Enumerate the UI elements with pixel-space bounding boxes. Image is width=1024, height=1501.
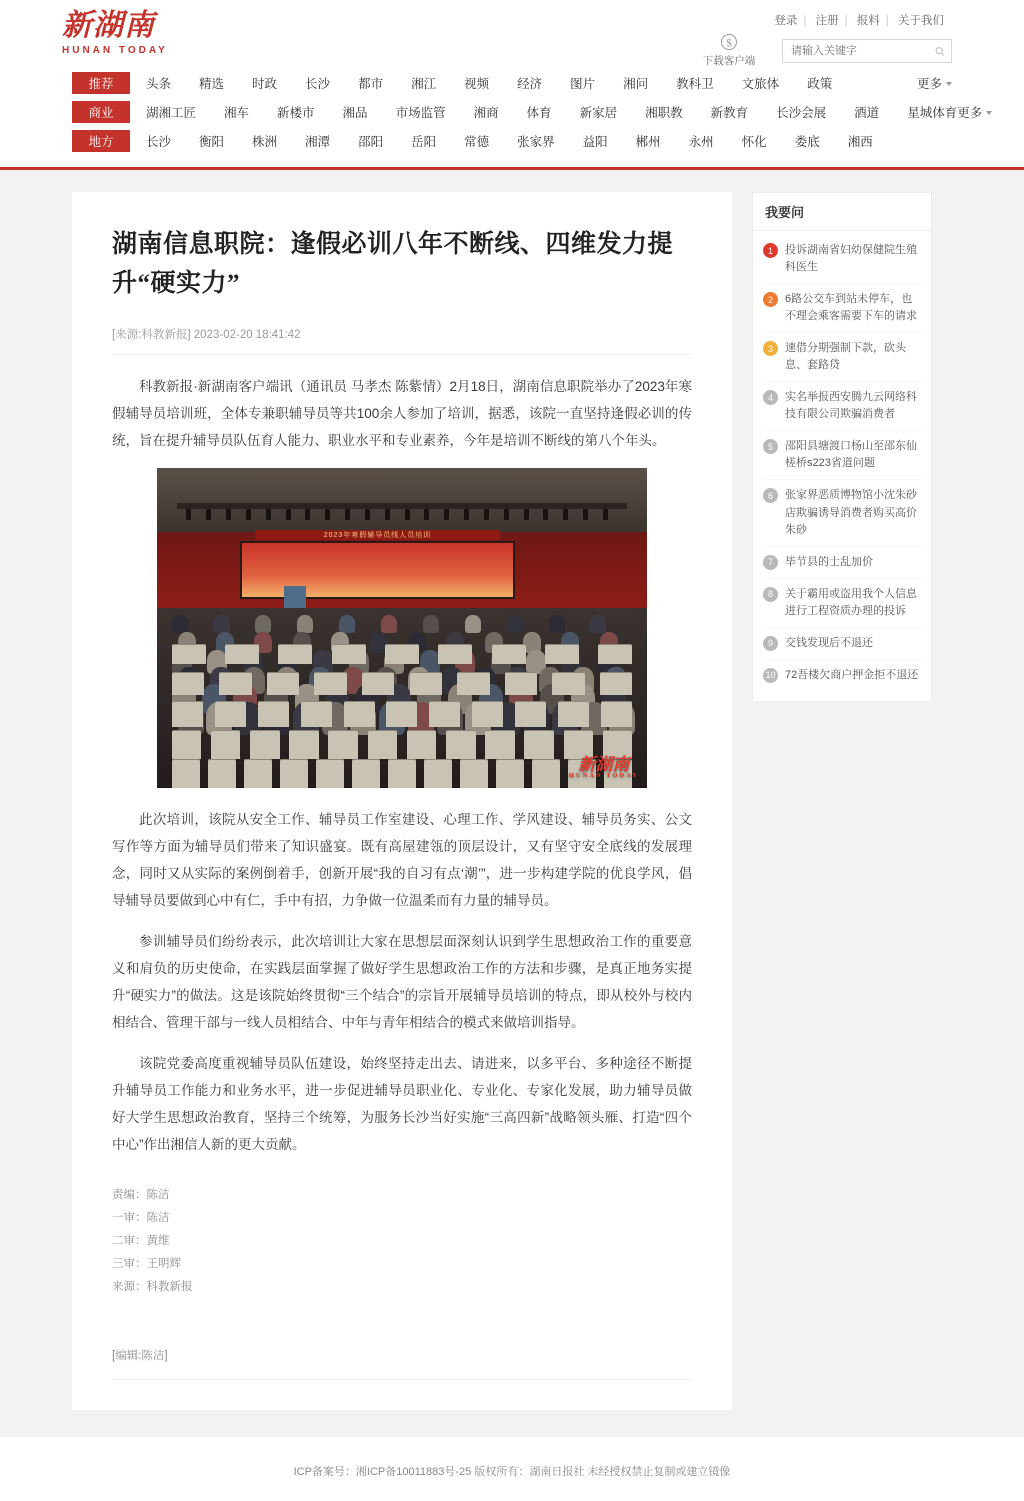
rank-badge: 3 <box>763 341 778 356</box>
nav-item-xinloushi[interactable]: 新楼市 <box>277 106 315 120</box>
nav-local-changsha[interactable]: 长沙 <box>146 135 172 149</box>
nav-item-xingchengtiyu[interactable]: 星城体育 <box>907 106 958 120</box>
nav-tag-business[interactable]: 商业 <box>72 101 130 123</box>
article-paragraph-2: 此次培训，该院从安全工作、辅导员工作室建设、心理工作、学风建设、辅导员务实、公文写作等方面为辅导员们带来了知识盛宴。既有高屋建瓴的顶层设计，又有坚守安全底线的发展理念，同时又从实际的案例倒着手，创新开展“我的自习有点‘潮’”，进一步构建学院的优良学风，倡导辅导员要做到心中有仁，手中有招，力争做一位温柔而有力量的辅导员。 <box>112 811 692 908</box>
list-item[interactable] <box>763 431 921 480</box>
app-circle-icon: ＄ <box>721 34 737 50</box>
nav-item-xinjiaju[interactable]: 新家居 <box>579 106 618 120</box>
search-icon[interactable] <box>935 45 945 58</box>
logo-text-en: HUNAN TODAY <box>62 44 168 56</box>
ask-card-title: 我要问 <box>753 193 931 231</box>
article-container <box>72 192 732 1410</box>
signoff-line-5: 来源：科教新报 <box>112 1280 193 1293</box>
site-footer: ICP备案号：湘ICP备10011883号-25 版权所有：湖南日报社 未经授权禁止复制或建立镜像 <box>0 1436 1024 1501</box>
list-item[interactable] <box>763 660 921 691</box>
auditorium-photo <box>157 468 647 788</box>
link-login[interactable]: 登录 <box>774 15 798 27</box>
nav-item-tiyu[interactable]: 体育 <box>526 106 552 120</box>
signoff-line-1: 责编：陈洁 <box>112 1188 170 1201</box>
nav-local-shaoyang[interactable]: 邵阳 <box>358 135 384 149</box>
link-about-us[interactable]: 关于我们 <box>898 15 944 27</box>
list-item[interactable] <box>763 333 921 382</box>
ask-card <box>752 192 932 702</box>
article-figure <box>112 468 692 788</box>
chevron-down-icon <box>986 111 992 115</box>
list-item-label: 实名举报西安腾九云网络科技有限公司欺骗消费者 <box>785 391 917 421</box>
nav-local-hengyang[interactable]: 衡阳 <box>199 135 225 149</box>
article-signoff <box>112 1184 692 1299</box>
link-register[interactable]: 注册 <box>815 15 839 27</box>
photo-watermark-cn: 新湖南 <box>578 755 630 774</box>
rank-badge: 6 <box>763 488 778 503</box>
list-item-label: 邵阳县塘渡口杨山至邵东仙槎桥s223省道问题 <box>785 440 917 470</box>
nav-item-zhengce[interactable]: 政策 <box>807 77 833 91</box>
nav-local-loudi[interactable]: 娄底 <box>794 135 820 149</box>
list-item-label: 张家界恶质博物馆小沈朱砂店欺骗诱导消费者购买高价朱砂 <box>785 489 917 536</box>
search-box[interactable] <box>782 39 952 63</box>
nav-item-tupian[interactable]: 图片 <box>570 77 596 91</box>
top-links: 登录 | 注册 | 报料 | 关于我们 <box>774 15 944 27</box>
article-paragraph-3: 参训辅导员们纷纷表示，此次培训让大家在思想层面深刻认识到学生思想政治工作的重要意义和肩负的历史使命，在实践层面掌握了做好学生思想政治工作的方法和步骤，是真正地务实提升“硬实力”的做法。这是该院始终贯彻“三个结合”的宗旨开展辅导员培训的特点，即从校外与校内相结合、管理干部与一线人员相结合、中年与青年相结合的模式来做培训指导。 <box>112 933 692 1030</box>
nav-item-jingxuan[interactable]: 精选 <box>199 77 225 91</box>
rank-badge: 2 <box>763 292 778 307</box>
nav-item-xinjiaoyu[interactable]: 新教育 <box>710 106 749 120</box>
search-input[interactable] <box>789 44 935 58</box>
nav-more-label: 更多 <box>916 77 942 91</box>
nav-item-changsha[interactable]: 长沙 <box>305 77 331 91</box>
nav-item-xiangpin[interactable]: 湘品 <box>342 106 368 120</box>
nav-local-yueyang[interactable]: 岳阳 <box>411 135 437 149</box>
nav-item-wenlvti[interactable]: 文旅体 <box>741 77 780 91</box>
list-item[interactable] <box>763 480 921 546</box>
nav-local-xiangxi[interactable]: 湘西 <box>847 135 873 149</box>
list-item[interactable] <box>763 382 921 431</box>
nav-item-changshahuizhan[interactable]: 长沙会展 <box>776 106 827 120</box>
list-item-label: 72吾楼欠商户押金拒不退还 <box>785 668 919 681</box>
list-item[interactable] <box>763 628 921 660</box>
rank-badge: 1 <box>763 243 778 258</box>
list-item-label: 交钱发现后不退还 <box>785 636 873 649</box>
site-logo[interactable] <box>62 10 182 56</box>
nav-more-business[interactable] <box>957 103 992 121</box>
nav-local-zhangjiajie[interactable]: 张家界 <box>517 135 555 149</box>
nav-local-yongzhou[interactable]: 永州 <box>688 135 714 149</box>
nav-item-xiangjiang[interactable]: 湘江 <box>411 77 437 91</box>
signoff-line-2: 一审：陈洁 <box>112 1211 170 1224</box>
nav-item-shizheng[interactable]: 时政 <box>252 77 278 91</box>
nav-item-jiaokewei[interactable]: 教科卫 <box>676 77 714 91</box>
list-item[interactable] <box>763 579 921 628</box>
app-download[interactable] <box>694 34 764 68</box>
signoff-line-4: 三审：王明辉 <box>112 1257 181 1270</box>
nav-item-shichangjianguan[interactable]: 市场监管 <box>395 106 446 120</box>
nav-row-recommend <box>72 70 952 96</box>
list-item-label: 投诉湖南省妇幼保健院生殖科医生 <box>785 244 917 274</box>
rank-badge: 8 <box>763 587 778 602</box>
nav-item-jingji[interactable]: 经济 <box>517 77 543 91</box>
nav-row-local <box>72 128 952 154</box>
article-meta: [来源:科教新报] 2023-02-20 18:41:42 <box>112 326 692 355</box>
nav-item-huxianggongjiang[interactable]: 湖湘工匠 <box>146 106 197 120</box>
signoff-line-3: 二审：黄维 <box>112 1234 170 1247</box>
list-item-label: 毕节县的士乱加价 <box>785 555 873 568</box>
nav-local-yiyang[interactable]: 益阳 <box>582 135 608 149</box>
editor-note: [编辑:陈洁] <box>112 1333 692 1380</box>
rank-badge: 4 <box>763 390 778 405</box>
app-download-label: 下载客户端 <box>702 55 756 67</box>
nav-local-changde[interactable]: 常德 <box>464 135 490 149</box>
nav-item-xiangwen[interactable]: 湘问 <box>623 77 649 91</box>
chevron-down-icon <box>946 82 952 86</box>
list-item-label: 关于霸用或盗用我个人信息进行工程资质办理的投诉 <box>785 587 917 617</box>
ask-list <box>753 231 931 701</box>
rank-badge: 5 <box>763 439 778 454</box>
list-item[interactable] <box>763 547 921 579</box>
list-item[interactable] <box>763 284 921 333</box>
photo-watermark-en: HUNAN TODAY <box>568 772 639 779</box>
rank-badge: 9 <box>763 636 778 651</box>
list-item-label: 6路公交车到站未停车，也不理会乘客需要下车的请求 <box>785 293 917 323</box>
list-item[interactable] <box>763 235 921 284</box>
nav-tag-local[interactable]: 地方 <box>72 130 130 152</box>
nav-row-business <box>72 99 983 125</box>
nav-tag-recommend[interactable]: 推荐 <box>72 72 130 94</box>
page-title: 湖南信息职院：逢假必训八年不断线、四维发力提升“硬实力” <box>112 231 674 297</box>
nav-item-xiangzhijiao[interactable]: 湘职教 <box>645 106 683 120</box>
nav-item-xiangshang[interactable]: 湘商 <box>473 106 499 120</box>
nav-item-jiudao[interactable]: 酒道 <box>854 106 880 120</box>
nav-more-label-business: 更多 <box>957 106 983 120</box>
article-paragraph-1: 科教新报·新湖南客户端讯（通讯员 马孝杰 陈紫情）2月18日，湖南信息职院举办了2023年寒假辅导员培训班，全体专兼职辅导员等共100余人参加了培训，据悉，该院一直坚持逢假必训的传统，旨在提升辅导员队伍育人能力、职业水平和专业素养，今年是培训不断线的第八个年头。 <box>112 378 692 448</box>
nav-local-xiangtan[interactable]: 湘潭 <box>305 135 331 149</box>
nav-local-chenzhou[interactable]: 郴州 <box>635 135 661 149</box>
rank-badge: 10 <box>763 668 778 683</box>
list-item-label: 速借分期强制下款，砍头息、套路贷 <box>785 342 906 372</box>
article-paragraph-4: 该院党委高度重视辅导员队伍建设，始终坚持走出去、请进来，以多平台、多种途径不断提升辅导员工作能力和业务水平，进一步促进辅导员职业化、专业化、专家化发展，助力辅导员做好大学生思想政治教育，坚持三个统筹，为服务长沙当好实施“三高四新”战略领头雁、打造“四个中心”作出湘信人新的更大贡献。 <box>112 1055 692 1152</box>
nav-item-dushi[interactable]: 都市 <box>358 77 384 91</box>
photo-watermark <box>569 756 639 780</box>
utility-row <box>72 37 952 67</box>
rank-badge: 7 <box>763 555 778 570</box>
sidebar <box>752 192 932 702</box>
nav-more-recommend[interactable] <box>917 74 952 92</box>
nav-item-shipin[interactable]: 视频 <box>464 77 490 91</box>
photo-banner-text: 2023年寒假辅导员线人员培训 <box>255 530 500 540</box>
logo-text-cn: 新湖南 <box>62 9 155 42</box>
page-body <box>0 170 1024 1501</box>
link-tipoff[interactable]: 报料 <box>856 15 880 27</box>
site-header <box>0 0 1024 170</box>
main-navigation <box>72 70 983 167</box>
nav-item-toutiao[interactable]: 头条 <box>146 77 172 91</box>
nav-local-zhuzhou[interactable]: 株洲 <box>252 135 278 149</box>
nav-local-huaihua[interactable]: 怀化 <box>741 135 767 149</box>
nav-item-xiangche[interactable]: 湘车 <box>224 106 250 120</box>
